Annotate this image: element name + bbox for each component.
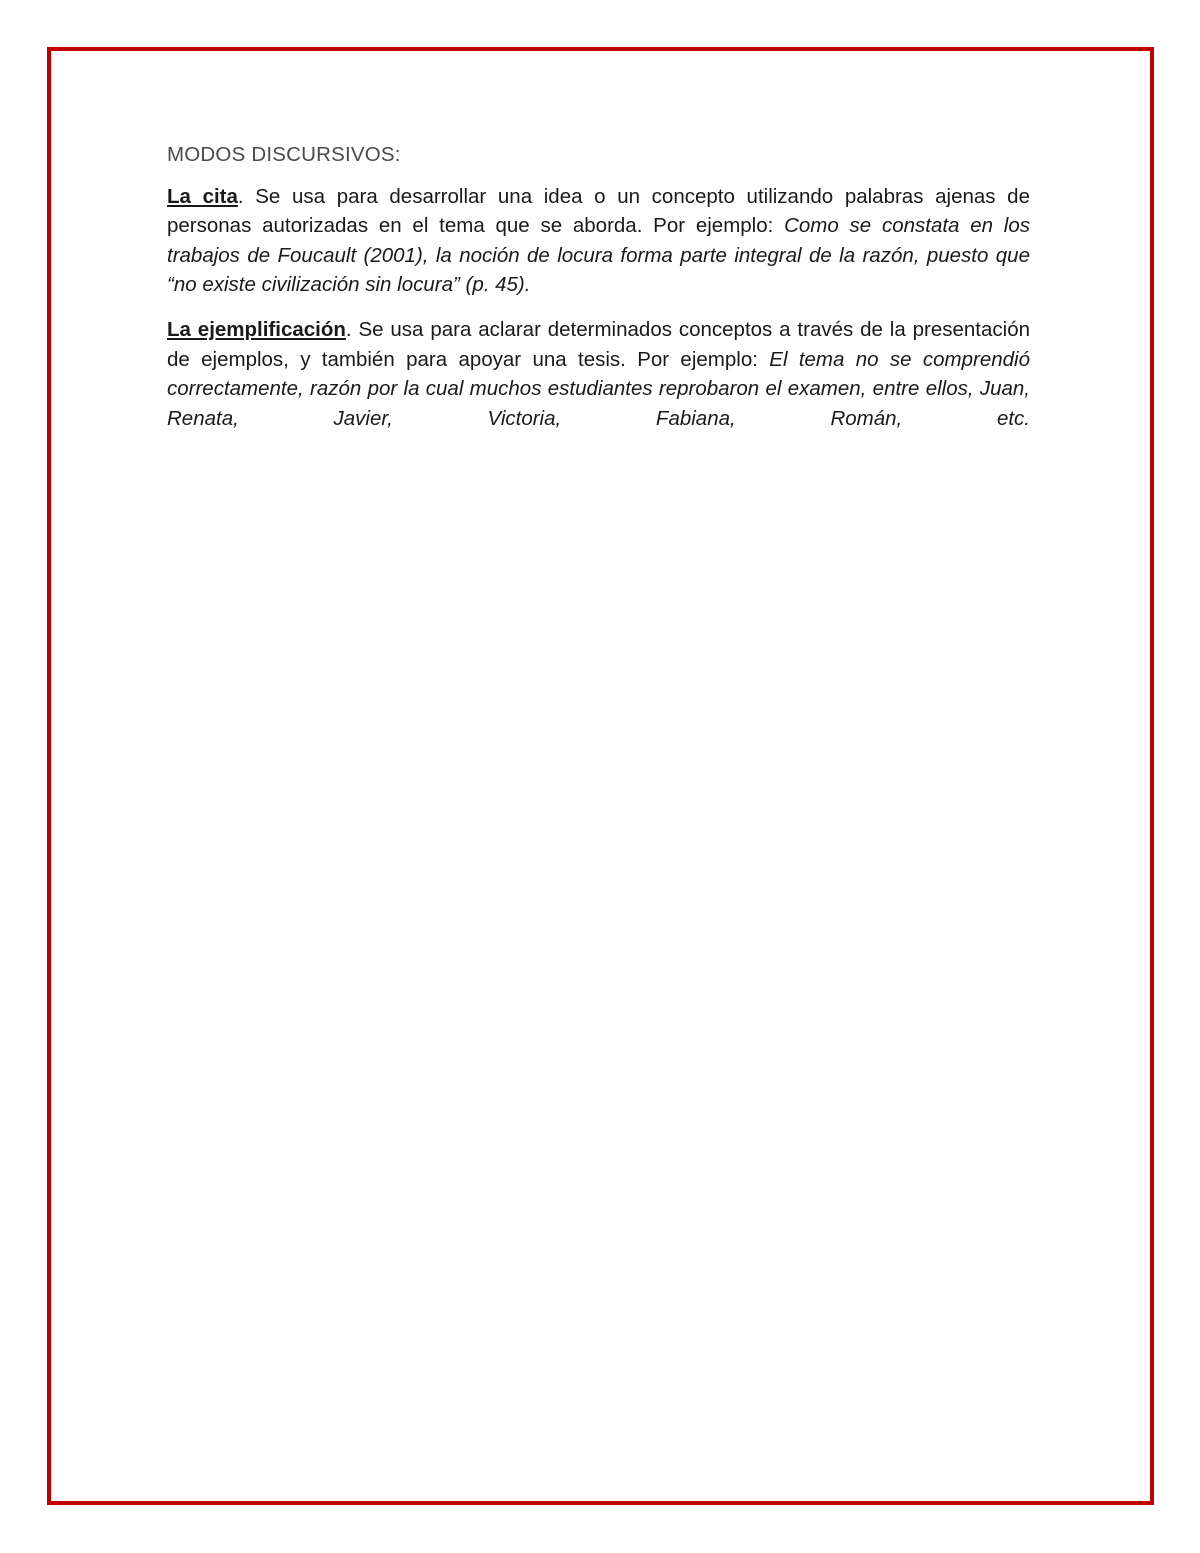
- term-la-ejemplificacion: La ejemplificación: [167, 317, 346, 341]
- paragraph-body: . Se usa para desarrollar una idea o un concepto utilizando palabras ajenas de personas autorizadas en el tema que se aborda. Por ejemplo:: [167, 184, 1030, 238]
- paragraph-la-cita: [167, 182, 1030, 300]
- document-heading: MODOS DISCURSIVOS:: [167, 143, 401, 166]
- document-body: [167, 140, 1030, 448]
- example-text: El tema no se comprendió correctamente, razón por la cual muchos estudiantes reprobaron el examen, entre ellos, Juan, Renata, Javier, Victoria, Fabiana, Román, etc.: [167, 347, 1030, 430]
- term-la-cita: La cita: [167, 184, 238, 208]
- paragraph-body: . Se usa para aclarar determinados conceptos a través de la presentación de ejemplos, y también para apoyar una tesis. Por ejemplo:: [167, 317, 1030, 371]
- example-text: Como se constata en los trabajos de Foucault (2001), la noción de locura forma parte integral de la razón, puesto que “no existe civilización sin locura” (p. 45).: [167, 214, 1030, 297]
- paragraph-la-ejemplificacion: [167, 315, 1030, 433]
